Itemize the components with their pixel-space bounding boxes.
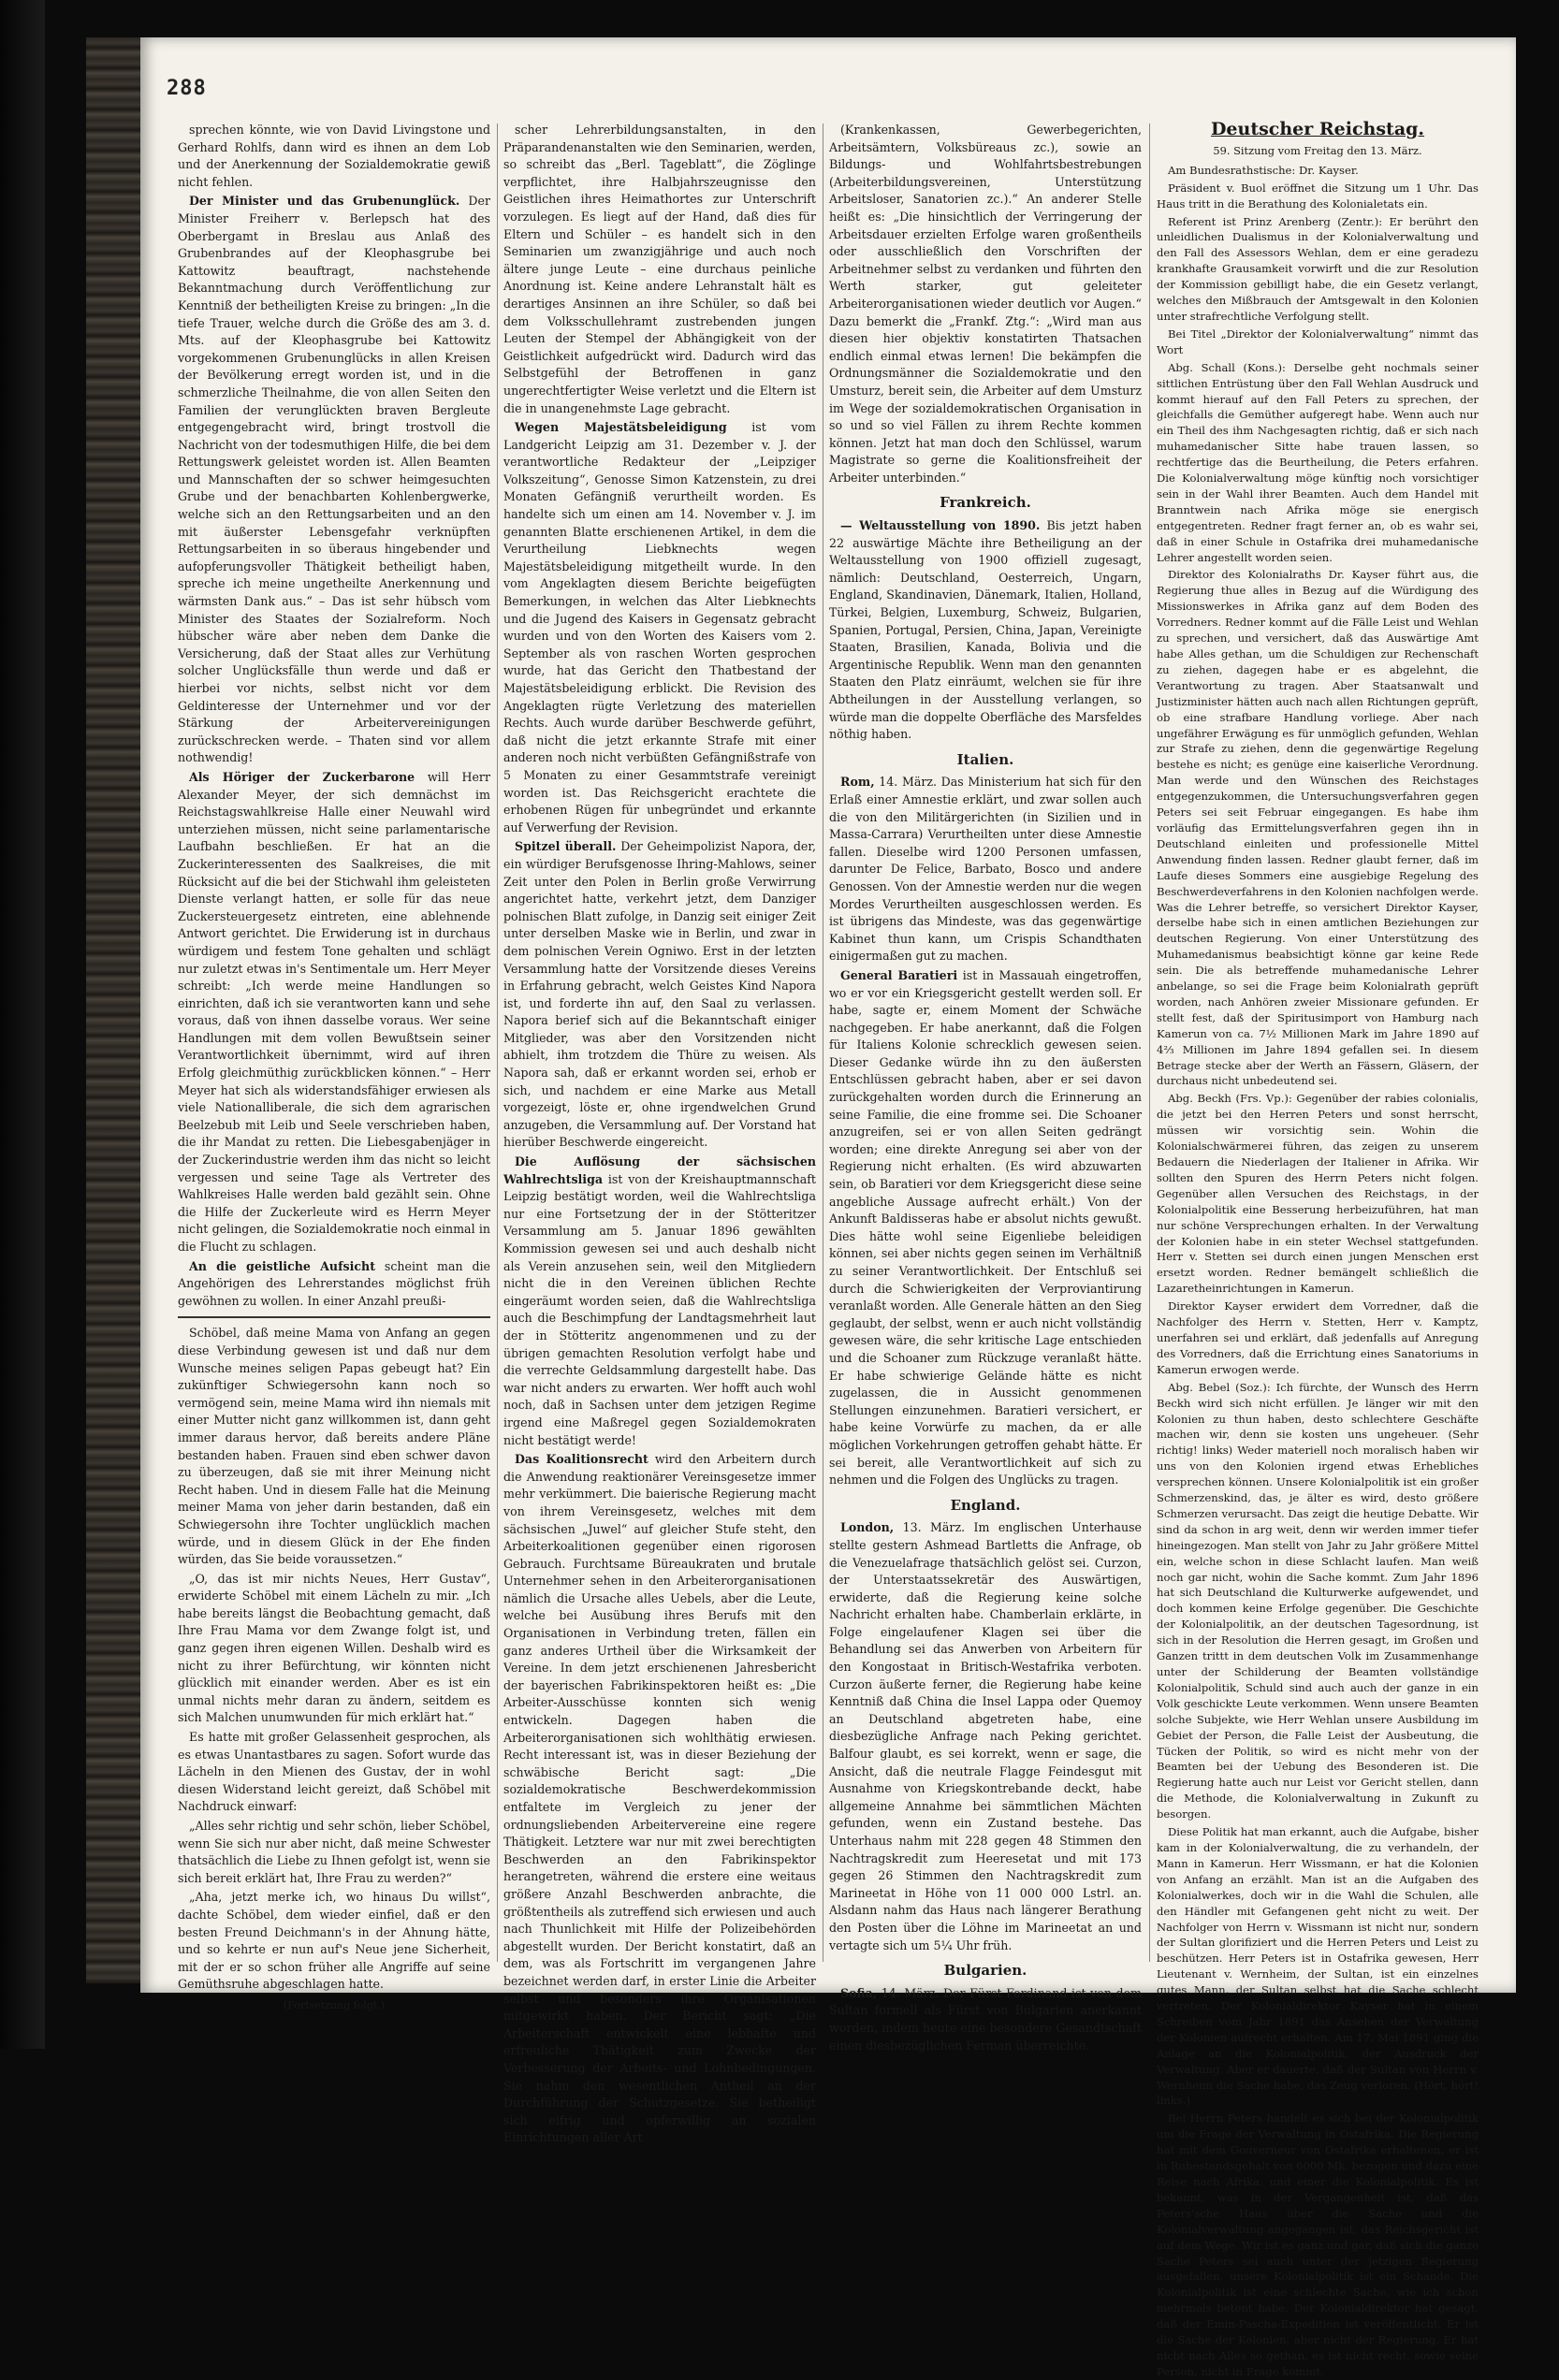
- article-heading: Die Auflösung der sächsischen Wahlrechtsliga: [503, 1154, 816, 1186]
- article-heading: Der Minister und das Grubenunglück.: [189, 194, 460, 209]
- article-heading: Wegen Majestätsbeleidigung: [515, 420, 727, 435]
- debate-paragraph: Bei Herrn Peters handelt es sich bei der Kolonialpolitik um die Frage der Verwaltung in Ostafrika. Die Regierung hat mit dem Gouverneur von Ostafrika erhaltenen, er ist in Ruhestandsgehalt von 6000 Mk. bezogen und dazu eine Reise nach Afrika, und einer die Kolonialpolitik. Es ist bekannt, was in der Vergangenheit ist, daß das Peters'sche Haus über die Sache und die Kolonialverwaltung angegangen ist, das Reichsgericht ist auf dem Wege. Wir ist es ganz und gar, daß sich die ganze Sache Peters sei auch unter der jetzigen Regierung ausgefallen, unsere Kolonialpolitik ist ein Schande. Die Kolonialpolitik ist eine schlechte Sache, wie ich schon mehrmals betont habe. Der Kolonialdirektor hat gesagt, daß der Emin-Pascha-Expedition ist veröffentlicht. Er ist die Sache der Kolonien, aber nicht der Regierung. Er hat nicht nach Alles so gethan, es ist nicht recht, sowie seine Person, nicht in Frage kommt.: [1157, 2112, 1479, 2378]
- article-text: will Herr Alexander Meyer, der sich demnächst im Reichstagswahlkreise Halle einer Neuwahl wird unterziehen müssen, nicht seine parlamentarische Laufbahn beschließen. Er hat an die Zuckerinteressenten des Saalkreises, die mit Rücksicht auf die bei der Stichwahl ihm geleisteten Dienste verlangt hatten, er solle für das neue Zuckersteuergesetz eintreten, eine ablehnende Antwort gerichtet. Die Erwiderung ist in durchaus würdigem und festem Tone gehalten und schlägt nur zuletzt etwas in's Sentimentale um. Herr Meyer schreibt: „Ich werde meine Handlungen so einrichten, daß ich sie verantworten kann und sehe voraus, daß von ihnen dasselbe voraus. Wer seine Handlungen mit dem vollen Bewußtsein seiner Verantwortlichkeit übernimmt, wird auf ihren Erfolg gleichmüthig zurückblicken können.“ – Herr Meyer hat sich als widerstandsfähiger erwiesen als viele Nationalliberale, die sich dem agrarischen Beelzebub mit Leib und Seele verschrieben haben, die ihr Mandat zu retten. Die Liebesgabenjäger in der Zuckerindustrie werden ihm das nicht so leicht vergessen und seine Tage als Vertreter des Wahlkreises Halle werden bald gezählt sein. Ohne die Hilfe der Zuckerleute wird es Herrn Meyer nicht gelingen, die Sozialdemokratie noch einmal in die Flucht zu schlagen.: [178, 769, 490, 1254]
- paragraph: (Krankenkassen, Gewerbegerichten, Arbeitsämtern, Volksbüreaus zc.), sowie an Bildungs- und Wohlfahrtsbestrebungen (Arbeiterbildungsvereinen, Unterstützung Arbeitsloser, Sanatorien zc.).“ An anderer Stelle heißt es: „Die hinsichtlich der Verringerung der Arbeitsdauer erzielten Erfolge waren großentheils oder ausschließlich den Vorschriften der Arbeitnehmer selbst zu verdanken und führten den Werth starker, gut geleiteter Arbeiterorganisationen wieder deutlich vor Augen.“ Dazu bemerkt die „Frankf. Ztg.“: „Wird man aus diesen hier objektiv konstatirten Thatsachen endlich einmal etwas lernen! Die bekämpfen die Ordnungsmänner die Sozialdemokratie und den Umsturz, bereit sein, die Arbeiter auf dem Umsturz im Wege der sozialdemokratischen Organisation in so und so viel Fällen zu ihrem Rechte kommen können. Jetzt hat man doch den Schlüssel, warum Magistrate so gerne die Koalitionsfreiheit der Arbeiter unterbinden.“: [829, 123, 1142, 485]
- paragraph: sprechen könnte, wie von David Livingstone und Gerhard Rohlfs, dann wird es ihnen an dem Lob und der Anerkennung der Sozialdemokratie gewiß nicht fehlen.: [178, 123, 490, 189]
- article-text: ist vom Landgericht Leipzig am 31. Dezember v. J. der verantwortliche Redakteur der „Leipziger Volkszeitung“, Genosse Simon Katzenstein, zu drei Monaten Gefängniß verurtheilt worden. Es handelte sich um einen am 14. November v. J. im genannten Blatte erschienenen Artikel, in dem die Verurtheilung Liebknechts wegen Majestätsbeleidigung mitgetheilt wurde. In den vom Angeklagten diesem Berichte beigefügten Bemerkungen, in welchen das Alter Liebknechts und die Jugend des Kaisers in Gegensatz gebracht wurden und von den Worten des Kaisers vom 2. September als von raschen Worten gesprochen wurde, hat das Gericht den Thatbestand der Majestätsbeleidigung erblickt. Die Revision des Angeklagten rügte Verletzung des materiellen Rechts. Auch wurde darüber Beschwerde geführt, daß nicht die jetzt erkannte Strafe mit einer anderen noch nicht verbüßten Gefängnißstrafe von 5 Monaten zu einer Gesammtstrafe vereinigt worden ist. Das Reichsgericht erachtete die erhobenen Rügen für unbegründet und erkannte auf Verwerfung der Revision.: [503, 420, 816, 834]
- dateline: Sofia,: [840, 1985, 878, 2000]
- debate-paragraph: Diese Politik hat man erkannt, auch die Aufgabe, bisher kam in der Kolonialverwaltung, die zu verhandeln, der Mann in Kamerun. Herr Wissmann, er hat die Kolonien von Anfang an erzählt. Man ist an die Aufgaben des Kolonialwerkes, doch wir in die Wahl die Schulen, alle den Händler mit Gefangenen geht nicht zu weit. Der Nachfolger von Herrn v. Wissmann ist nicht nur, sondern der Sultan glorifiziert und die Herren Peters und Leist zu beschützen. Herr Peters ist in Ostafrika gewesen, Herr Lieutenant v. Wernheim, der Sultan, ist ein einzelnes gutes Mann, der Sultan selbst hat die Sache schlecht vertreten. Der Kolonialdirektor Kayser hat in einem Schreiben vom Jahr 1891 das Ansehen der Verwaltung der Kolonien aufrecht erhalten. Am 17. Mai 1891 ging die Anlage an die Kolonialpolitik, der Ausdruck der Verwaltung. Aber er dauerte, daß der Sultan von Herrn v. Wernheim die Sache habe, das Zeug verloren. (Hört, hört! links.): [1157, 1825, 1479, 2108]
- article-heading: — Weltausstellung von 1890.: [840, 518, 1041, 533]
- continuation-note: (Fortsetzung folgt.): [283, 1998, 386, 2011]
- article: [829, 517, 1142, 744]
- debate-paragraph: Abg. Beckh (Frs. Vp.): Gegenüber der rabies colonialis, die jetzt bei den Herren Peters und sonst herrscht, müssen wir vorsichtig sein. Wohin die Kolonialschwärmerei führen, das zeigen zu unserem Bedauern die Niederlagen der Italiener in Afrika. Wir sollten den Spuren des Herrn Peters nicht folgen. Gegenüber allen Versuchen des Reichstags, in der Kolonialpolitik eine Besserung herbeizuführen, hat man nur schöne Versprechungen erhalten. In der Verwaltung der Kolonien habe in ein steter Wechsel stattgefunden. Herr v. Stetten sei durch einen jungen Menschen erst ersetzt worden. Redner bemängelt schließlich die Lazaretheinrichtungen in Kamerun.: [1157, 1092, 1479, 1296]
- article: [503, 419, 816, 836]
- section-heading-italien: Italien.: [956, 750, 1014, 768]
- scan-dark-margin: [0, 0, 45, 2049]
- dateline: London,: [840, 1520, 895, 1535]
- paragraph: Präsident v. Buol eröffnet die Sitzung um 1 Uhr. Das Haus tritt in die Berathung des Kolonialetats ein.: [1157, 181, 1479, 210]
- article-heading: An die geistliche Aufsicht: [189, 1258, 376, 1273]
- story-paragraph: „O, das ist mir nichts Neues, Herr Gustav“, erwiderte Schöbel mit einem Lächeln zu mir. „Ich habe bereits längst die Beobachtung gemacht, daß Ihre Frau Mama vor dem Zwange folgt ist, und ganz gegen ihren eigenen Willen. Deshalb wird es nicht zu ihrer Befürchtung, wir könnten nicht glücklich mit einander werden. Aber es ist ein unmal nichts mehr daran zu ändern, seitdem es sich Malchen unumwunden für mich erklärt hat.“: [178, 1571, 490, 1725]
- article: [503, 838, 816, 1152]
- section-heading-frankreich: Frankreich.: [940, 494, 1031, 512]
- sitting-line: 59. Sitzung vom Freitag den 13. März.: [1213, 143, 1422, 157]
- column-2: [503, 122, 817, 2145]
- article-heading: Das Koalitionsrecht: [515, 1452, 648, 1467]
- section-title: Deutscher Reichstag.: [1210, 119, 1425, 139]
- article: [178, 1258, 490, 1311]
- story-paragraph: Es hatte mit großer Gelassenheit gesprochen, als es etwas Unantastbares zu sagen. Sofort wurde das Lächeln in den Mienen des Gustav, der in wohl diesen Widerstand leicht gereizt, daß Schöbel mit Nachdruck einwarf:: [178, 1730, 490, 1814]
- article-heading: General Baratieri: [840, 967, 958, 982]
- article-text: 13. März. Im englischen Unterhause stellte gestern Ashmead Bartletts die Anfrage, ob die Venezuelafrage thatsächlich gelöst sei. Curzon, der Unterstaatssekretär des Auswärtigen, erwiderte, daß die Regierung keine solche Nachricht erhalten habe. Chamberlain erklärte, in Folge eingelaufener Klagen sei über die Behandlung sei das Anwerben von Arbeitern für den Kongostaat in Britisch-Westafrika verboten. Curzon äußerte ferner, die Regierung habe keine Kenntniß daß China die Insel Lappa oder Quemoy an Deutschland abgetreten habe, eine diesbezügliche Anfrage nach Peking gerichtet. Balfour glaubt, es sei korrekt, wenn er sage, die Ansicht, daß die neutrale Flagge Feindesgut mit Ausnahme von Kriegskontrebande deckt, habe allgemeine Annahme bei sämmtlichen Mächten gefunden, wenn ein Zustand bestehe. Das Unterhaus nahm mit 228 gegen 48 Stimmen den Nachtragskredit zum Heeresetat und mit 173 gegen 26 Stimmen den Nachtragskredit zum Marineetat in Höhe von 11 000 000 Lstrl. an. Alsdann nahm das Haus nach längerer Berathung den Posten über die Löhne im Marineetat an und vertagte sich um 5¼ Uhr früh.: [829, 1520, 1143, 1952]
- debate-paragraph: Referent ist Prinz Arenberg (Zentr.): Er berührt den unleidlichen Dualismus in der Kolonialverwaltung und den Fall des Assessors Wehlan, dem er eine geradezu krankhafte Grausamkeit vorwirft und die zur Resolution der Kommission gebilligt habe, die ein Gesetz verlangt, welches den Mißbrauch der Amtsgewalt in den Kolonien unter strafrechtliche Verfolgung stellt.: [1157, 214, 1479, 323]
- article-text: Bis jetzt haben 22 auswärtige Mächte ihre Betheiligung an der Weltausstellung von 1900 offiziell zugesagt, nämlich: Deutschland, Oesterreich, Ungarn, England, Skandinavien, Dänemark, Italien, Holland, Türkei, Belgien, Luxemburg, Schweiz, Bulgarien, Spanien, Portugal, Persien, China, Japan, Vereinigte Staaten, Brasilien, Kanada, Bolivia und die Argentinische Republik. Wenn man den genannten Staaten den Platz einräumt, welchen sie für ihre Abtheilungen in der Ausstellung verlangen, so würde man die doppelte Oberfläche des Marsfeldes nöthig haben.: [829, 518, 1142, 742]
- column-4: [1157, 119, 1479, 2378]
- dateline: Rom,: [840, 775, 875, 790]
- debate-paragraph: Direktor des Kolonialraths Dr. Kayser führt aus, die Regierung thue alles in Bezug auf die Würdigung des Missionswerkes in Afrika ganz auf dem Boden des Vorredners. Redner kommt auf die Fälle Leist und Wehlan zu sprechen, und versichert, daß das Auswärtige Amt habe Alles gethan, um die Schuldigen zur Rechenschaft zu ziehen, dagegen habe er es abgelehnt, die Verantwortung zu tragen. Aber Staatsanwalt und Justizminister hätten auch nach allen Richtungen geprüft, ob eine strafbare Handlung vorliege. Aber nach ungefährer Erwägung es für unmöglich gefunden, Wehlan zur Strafe zu ziehen, denn die gegenwärtige Regelung bestehe es nicht; es genüge eine kaiserliche Verordnung. Man werde und den Wünschen des Reichstages entgegenzukommen, die Untersuchungsverfahren gegen Peters sei seit Februar eingegangen. Es habe ihm vorläufig das Ermittelungsverfahren gegen ihn in Deutschland einleiten und professionelle Mittel Anwendung finden lassen. Redner glaubt ferner, daß im Laufe dieses Sommers eine ausgiebige Regelung des Beschwerdeverfahrens in den Kolonien nachfolgen werde. Was die Lehrer betreffe, so versichert Direktor Kayser, derselbe habe sich in einen amtlichen Beziehungen zur deutschen Regierung. Von einer Unterstützung des Muhamedanismus beabsichtigt könne gar keine Rede sein. Die als betreffende muhamedanische Lehrer anbelange, so sei die Frage beim Kolonialrath geprüft worden, nach Anhören zweier Missionare gefunden. Er stellt fest, daß der Spiritusimport von Hamburg nach Kamerun von ca. 7½ Millionen Mark im Jahre 1890 auf 4⅔ Millionen im Jahre 1894 gefallen sei. In diesem Betrage stecke aber der Werth an Fässern, Gläsern, der durchaus nicht unbedeutend sei.: [1157, 568, 1479, 1088]
- article: [178, 769, 490, 1256]
- debate-paragraph: Abg. Schall (Kons.): Derselbe geht nochmals seiner sittlichen Entrüstung über den Fall Wehlan Ausdruck und kommt hierauf auf den Fall Peters zu sprechen, der gleichfalls die Gemüther aufgeregt habe. Wenn auch nur ein Theil des ihm Nachgesagten richtig, daß er sich nach muhamedanischer Sitte habe trauen lassen, so rechtfertige das die Beurtheilung, die Peters erfahren. Die Kolonialverwaltung möge künftig noch vorsichtiger sein in der Wahl ihrer Beamten. Auch dem Handel mit Branntwein nach Afrika möge sie energisch entgegentreten. Redner fragt ferner an, ob es wahr sei, daß in einer Schule in Ostafrika drei muhamedanische Lehrer angestellt worden seien.: [1157, 360, 1479, 564]
- newspaper-page: [140, 37, 1516, 2378]
- story-paragraph: „Alles sehr richtig und sehr schön, lieber Schöbel, wenn Sie sich nur aber nicht, daß meine Schwester thatsächlich die Liebe zu Ihnen gefolgt ist, wenn sie sich bereit erklärt hat, Ihre Frau zu werden?“: [178, 1819, 490, 1885]
- column-1: [178, 122, 490, 2011]
- article: [829, 774, 1142, 965]
- article-text: ist in Massauah eingetroffen, wo er vor ein Kriegsgericht gestellt werden soll. Er habe, sagte er, einem Moment der Schwäche nachgegeben. Er habe anerkannt, daß die Folgen für Italiens Kolonie schrecklich gewesen seien. Dieser Gedanke würde ihn zu den äußersten Entschlüssen gebracht haben, aber er sei davon zurückgehalten worden durch die Erinnerung an seine Familie, die eine fromme sei. Die Schoaner anzugreifen, sei er von allen Seiten gedrängt worden; eine direkte Anregung sei aber von der Regierung nicht erhalten. (Es wird abzuwarten sein, ob Baratieri vor dem Kriegsgericht diese seine angebliche Aussage aufrecht erhält.) Von der Ankunft Baldisseras habe er absolut nichts gewußt. Dies hätte wohl seine Eigenliebe beleidigen können, sei aber nichts gegen seinen im Verhältniß zu seiner Verantwortlichkeit. Der Entschluß sei durch die Schwierigkeiten der Verproviantirung veranlaßt worden. Alle Generale hätten an den Sieg geglaubt, der selbst, wenn er auch nicht vollständig gewesen wäre, die sehr kritische Lage entschieden und die Schoaner zum Rückzuge veranlaßt hätte. Er habe schwierige Gelände hätte es nicht zugelassen, die in Aussicht genommenen Stellungen einzunehmen. Baratieri versichert, er habe keine Vorwürfe zu machen, da er alle möglichen Vorkehrungen getroffen gehabt hätte. Er sei bereit, alle Verantwortlichkeit auf sich zu nehmen und die Folgen des Unglücks zu tragen.: [829, 967, 1142, 1488]
- article-heading: Als Höriger der Zuckerbarone: [189, 769, 415, 784]
- article: [829, 1519, 1142, 1954]
- article-text: wird den Arbeitern durch die Anwendung reaktionärer Vereinsgesetze immer mehr verkümmert. Die baierische Regierung macht von ihrem Vereinsgesetz, welches mit dem sächsischen „Juwel“ auf gleicher Stufe steht, den Arbeiterkoalitionen gegenüber einen rigorosen Gebrauch. Furchtsame Büreaukraten und brutale Unternehmer sehen in den Arbeiterorganisationen nämlich die Ursache alles Uebels, aber die Leute, welche bei Ausübung ihres Berufs mit den Organisationen in Verbindung treten, fällen ein ganz anderes Urtheil über die Wirksamkeit der Vereine. In dem jetzt erschienenen Jahresbericht der bayerischen Fabrikinspektoren heißt es: „Die Arbeiter-Ausschüsse konnten sich wenig entwickeln. Dagegen haben die Arbeiterorganisationen sich wohlthätig erwiesen. Recht interessant ist, was in dieser Beziehung der schwäbische Bericht sagt: „Die sozialdemokratische Beschwerdekommission entfaltete im Vergleich zu jener der ordnungsliebenden Arbeitervereine eine regere Thätigkeit. Letztere war nur mit zwei berechtigten Beschwerden an den Fabrikinspektor herangetreten, während die erstere eine weitaus größere Anzahl Beschwerden anbrachte, die größtentheils als zutreffend sich erwiesen und auch nach Thunlichkeit mit Hilfe der Polizeibehörden abgestellt wurden. Der Bericht konstatirt, daß an dem, was als Fortschritt im vergangenen Jahre bezeichnet werden darf, in erster Linie die Arbeiter selbst und besonders ihre Organisationen mitgewirkt haben. Der Bericht sagt: „Die Arbeiterschaft entwickelt eine lebhafte und erfreuliche Thätigkeit zum Zwecke der Verbesserung der Arbeits- und Lohnbedingungen. Sie nahm den wesentlichen Antheil an der Durchführung der Schutzgesetze. Sie betheiligt sich eifrig und opferwillig an sozialen Einrichtungen aller Art: [503, 1452, 817, 2145]
- article-text: ist von der Kreishauptmannschaft Leipzig bestätigt worden, weil die Wahlrechtsliga nur eine Fortsetzung der in der Stötteritzer Versammlung am 5. Januar 1896 gewählten Kommission gewesen sei und auch deshalb nicht als Verein anzusehen sein, weil den Mitgliedern nicht die in den Vereinen üblichen Rechte eingeräumt worden seien, daß die Wahlrechtsliga auch die Beschimpfung der Landtagsmehrheit laut der in Stötteritz angenommenen und zu der übrigen gemachten Resolution verfolgt habe und die verrechte Geldsammlung dargestellt habe. Das war nicht anders zu erwarten. Wer hofft auch wohl noch, daß in Sachsen unter dem jetzigen Regime irgend eine Maßregel gegen Sozialdemokraten nicht bestätigt werde!: [503, 1171, 816, 1447]
- column-3: [829, 122, 1143, 2053]
- story-paragraph: Schöbel, daß meine Mama von Anfang an gegen diese Verbindung gewesen ist und daß nur dem Wunsche meines seligen Papas gebeugt hat? Ein zukünftiger Schwiegersohn kann noch so vermögend sein, meine Mama wird ihn niemals mit einer Mutter nicht ganz willkommen ist, dann geht immer daraus hervor, daß bereits andere Pläne bestanden haben. Frauen sind eben schwer davon zu überzeugen, daß sie mit ihrer Meinung nicht Recht haben. Und in diesem Falle hat die Meinung meiner Mama von jeher darin bestanden, daß ein Schwiegersohn ihre Tochter unglücklich machen würde, und in diesem Glück in der Ehe finden würden, das Sie beide voraussetzen.“: [178, 1326, 490, 1567]
- section-heading-bulgarien: Bulgarien.: [943, 1962, 1027, 1980]
- article-text: scheint man die Angehörigen des Lehrerstandes möglichst früh gewöhnen zu wollen. In einer Anzahl preußi-: [178, 1258, 490, 1308]
- article-text: 14. März. Das Ministerium hat sich für den Erlaß einer Amnestie erklärt, und zwar sollen auch die von den Militärgerichten (in Sizilien und in Massa-Carrara) Verurtheilten unter diese Amnestie fallen. Dieselbe wird 1200 Personen umfassen, darunter De Felice, Barbato, Bosco und andere Genossen. Von der Amnestie werden nur die wegen Mordes Verurtheilten ausgeschlossen werden. Es ist übrigens das Mindeste, was das gegenwärtige Kabinet thun kann, um Crispis Schandthaten einigermaßen gut zu machen.: [829, 775, 1142, 964]
- article-text: Der Minister Freiherr v. Berlepsch hat des Oberbergamt in Breslau aus Anlaß des Grubenbrandes auf der Kleophasgrube bei Kattowitz beauftragt, nachstehende Bekanntmachung durch Veröffentlichung zur Kenntniß der betheiligten Kreise zu bringen: „In die tiefe Trauer, welche durch die Größe des am 3. d. Mts. auf der Kleophasgrube bei Kattowitz vorgekommenen Grubenunglücks in allen Kreisen der Bevölkerung erregt worden ist, und in die schmerzliche Theilnahme, die von allen Seiten den Familien der verunglückten braven Bergleute entgegengebracht wird, bringt trostvoll die Nachricht von der todesmuthigen Hilfe, die bei dem Rettungswerk geleistet worden ist. Allen Beamten und Mannschaften der so schwer heimgesuchten Grube und der benachbarten Kohlenbergwerke, welche sich an den Rettungsarbeiten und an den mit äußerster Lebensgefahr verknüpften Rettungsarbeiten in so überaus hingebender und aufopferungsvoller Thätigkeit betheiligt haben, spreche ich meine ungetheilte Anerkennung und wärmsten Dank aus.“ – Das ist sehr hübsch vom Minister des Staates der Sozialreform. Noch hübscher wäre aber neben dem Danke die Versicherung, daß der Staat alles zur Verhütung solcher Unglücksfälle thun werde und daß er hierbei vor nichts, selbst nicht vor dem Geldinteresse der Unternehmer und vor der Stärkung der Arbeitervereinigungen zurückschrecken werde. – Thaten sind vor allem nothwendig!: [178, 194, 490, 765]
- book-binding: [86, 37, 140, 1983]
- paragraph: Am Bundesrathstische: Dr. Kayser.: [1168, 163, 1359, 177]
- article: [503, 1451, 816, 2147]
- column-rule: [1149, 123, 1150, 1962]
- article-text: 14. März. Der Fürst Ferdinand ist von dem Sultan formell als Fürst von Bulgarien anerkannt worden, indem heute eine besondere Gesandtschaft einen diesbezüglichen Ferman überreichte.: [829, 1985, 1143, 2053]
- column-rule: [497, 123, 498, 1962]
- feuilleton-separator: [178, 1316, 490, 1318]
- article: [503, 1154, 816, 1449]
- article: [829, 1985, 1142, 2054]
- article: [829, 967, 1142, 1489]
- article-heading: Spitzel überall.: [515, 839, 617, 854]
- debate-paragraph: Abg. Bebel (Soz.): Ich fürchte, der Wunsch des Herrn Beckh wird sich nicht erfüllen. Je länger wir mit den Kolonien zu thun haben, desto schlechtere Geschäfte machen wir, denn sie kosten uns ungeheuer. (Sehr richtig! links) Weder materiell noch moralisch haben wir uns von den Kolonien irgend etwas Erhebliches versprechen können. Unsere Kolonialpolitik ist ein großer Schmerzenskind, das, je älter es wird, desto größere Schmerzen verursacht. Das zeigt die heutige Debatte. Wir sind da schon in arg weit, denn wir werden immer tiefer hineingezogen. Man stellt von Jahr zu Jahr größere Mittel ein, welche schon in diese Schlacht laufen. Man weiß noch gar nicht, wohin die Sache kommt. Zum Jahr 1896 hat sich Deutschland die Kulturwerke aufgewendet, und doch kommen keine Erfolge gegenüber. Die Geschichte der Kolonialpolitik, an der deutschen Tagesordnung, ist sich in der Resolution die Herren gesagt, im Großen und Ganzen trittt in dem deutschen Volk im Zusammenhange unter der Schilderung der Beamten vollständige Kolonialpolitik, Schuld sind auch auch der ganze in ein Volk geschickte Leute verkommen. Wenn unsere Beamten solche Subjekte, wie Herr Wehlan unsere Ausbildung im Gebiet der Person, die Falle Leist der Ausbeutung, die Tücken der Politik, so wird es nicht mehr von der Beamten bei der Uebung des Besonderen ist. Die Regierung hatte auch nur Leist vor Gericht stellen, dann die Methode, die Kolonialverwaltung in Zukunft zu besorgen.: [1157, 1380, 1479, 1821]
- debate-paragraph: Bei Titel „Direktor der Kolonialverwaltung“ nimmt das Wort: [1157, 327, 1479, 356]
- page-number: 288: [167, 77, 207, 100]
- paragraph: scher Lehrerbildungsanstalten, in den Präparandenanstalten wie den Seminarien, werden, so schreibt das „Berl. Tageblatt“, die Zöglinge verpflichtet, ihre Halbjahrszeugnisse den Geistlichen ihres Heimathortes zur Unterschrift vorzulegen. Es liegt auf der Hand, daß dies für Eltern und Schüler – es handelt sich in den Seminarien um zwanzigjährige und auch noch ältere junge Leute – eine durchaus peinliche Anordnung ist. Keine andere Lehranstalt hält es derartiges Ansinnen an ihre Schüler, so daß bei dem Volksschullehramt zustrebenden jungen Leuten der Stempel der Abhängigkeit von der Geistlichkeit aufgedrückt wird. Dadurch wird das Selbstgefühl der Betroffenen in ganz ungerechtfertigter Weise verletzt und die Eltern ist die in unangenehmste Lage gebracht.: [503, 123, 816, 415]
- article: [178, 193, 490, 767]
- story-paragraph: „Aha, jetzt merke ich, wo hinaus Du willst“, dachte Schöbel, dem wieder einfiel, daß er den besten Freund Deichmann's in der Ahnung hätte, und so kehrte er nun auf's Neue jene Sicherheit, mit der er so schon früher alle Angriffe auf seine Gemüthsruhe abgeschlagen hatte.: [178, 1890, 490, 1992]
- article-text: Der Geheimpolizist Napora, der, ein würdiger Berufsgenosse Ihring-Mahlows, seiner Zeit unter den Polen in Berlin große Verwirrung angerichtet hatte, verkehrt jetzt, dem Danziger polnischen Blatt zufolge, in Danzig seit einiger Zeit unter derselben Maske wie in Berlin, und zwar in dem polnischen Verein Ogniwo. Erst in der letzten Versammlung hatte der Vorsitzende dieses Vereins in Erfahrung gebracht, welch Geistes Kind Napora ist, und forderte ihn auf, den Saal zu verlassen. Napora berief sich auf die Bekanntschaft einiger Mitglieder, was aber den Vorsitzenden nicht abhielt, ihm trotzdem die Thüre zu weisen. Als Napora sah, daß er erkannt worden sei, erhob er sich, und nachdem er eine Marke aus Metall vorgezeigt, löste er, ohne irgendwelchen Grund anzugeben, die Versammlung auf. Der Vorstand hat hierüber Beschwerde eingereicht.: [503, 839, 817, 1150]
- debate-paragraph: Direktor Kayser erwidert dem Vorredner, daß die Nachfolger des Herrn v. Stetten, Herr v. Kamptz, unerfahren sei und erklärt, daß jedenfalls auf Anregung des Vorredners, daß die Errichtung eines Sanatoriums in Kamerun erwogen werde.: [1157, 1299, 1479, 1376]
- section-heading-england: England.: [950, 1496, 1021, 1514]
